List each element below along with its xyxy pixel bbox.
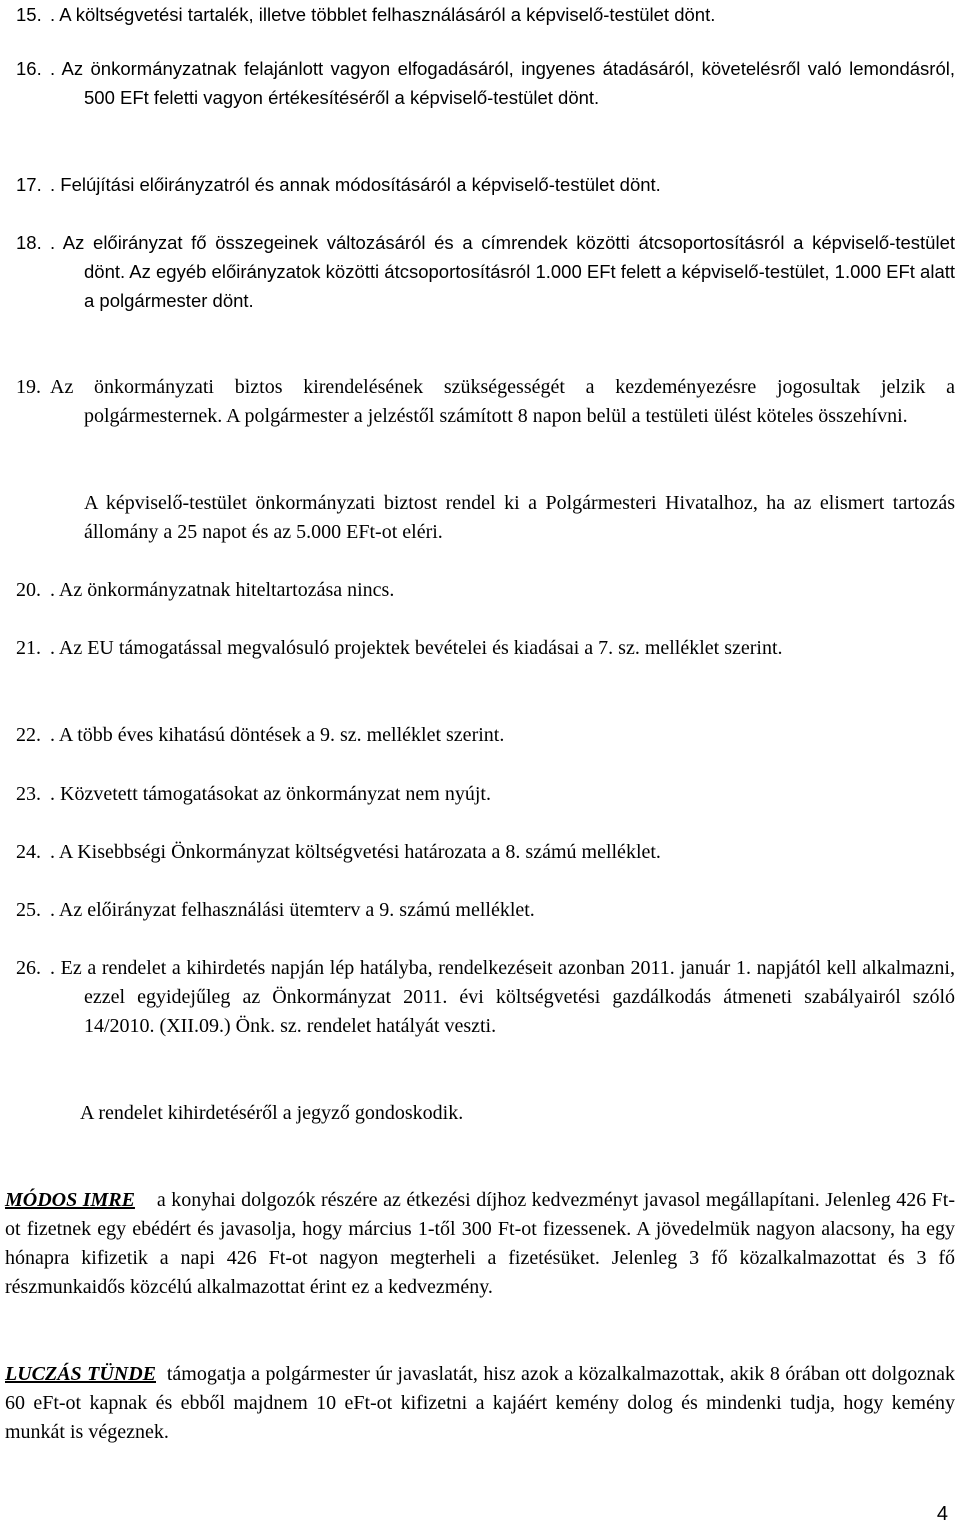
item-number: 16. <box>16 58 42 79</box>
item-text: . Az előirányzat felhasználási ütemterv a 9. számú melléklet. <box>50 899 535 921</box>
announcement-text: A rendelet kihirdetéséről a jegyző gondoskodik. <box>80 1102 464 1124</box>
paragraph <box>84 489 955 547</box>
list-item <box>16 0 955 29</box>
item-text: . Az önkormányzatnak hiteltartozása nincs. <box>50 579 395 601</box>
item-number: 22. <box>16 724 41 746</box>
item-number: 18. <box>16 232 42 253</box>
item-text: . Felújítási előirányzatról és annak módosításáról a képviselő-testület dönt. <box>50 174 661 195</box>
speech-text: támogatja a polgármester úr javaslatát, hisz azok a közalkalmazottak, akik 8 órában ott dolgoznak 60 eFt-ot kapnak és ebből majdnem 10 eFt-ot kifizetni a kajáért kemény dolog és mindenki tudja, hogy kemény munkát is végeznek. <box>5 1363 955 1443</box>
item-number: 21. <box>16 637 41 659</box>
list-item <box>16 780 955 809</box>
page-number: 4 <box>936 1503 948 1525</box>
item-text: Az önkormányzati biztos kirendelésének szükségességét a kezdeményezésre jogosultak jelzik a polgármesternek. A polgármester a jelzéstől számított 8 napon belül a testületi ülést köteles összehívni. <box>50 376 955 427</box>
speech-paragraph <box>5 1360 955 1447</box>
item-number: 26. <box>16 957 41 979</box>
list-item <box>16 170 955 199</box>
speaker-name: MÓDOS IMRE <box>5 1189 135 1211</box>
item-number: 15. <box>16 4 42 25</box>
item-number: 24. <box>16 841 41 863</box>
item-text: . A Kisebbségi Önkormányzat költségvetési határozata a 8. számú melléklet. <box>50 841 661 863</box>
item-text: . Az előirányzat fő összegeinek változásáról és a címrendek közötti átcsoportosításról a képviselő-testület dönt. Az egyéb előirányzatok közötti átcsoportosításról 1.000 EFt felett a képviselő-testület, 1.000 EFt alatt a polgármester dönt. <box>50 232 956 311</box>
speech-text: a konyhai dolgozók részére az étkezési díjhoz kedvezményt javasol megállapítani. Jelenleg 426 Ft-ot fizetnek egy ebédért és javasolja, hogy március 1-től 300 Ft-ot fizessenek. A jövedelmük nagyon alacsony, ha egy hónapra kifizetik a napi 426 Ft-ot nagyon megterheli a fizetésüket. Jelenleg 3 fő közalkalmazottat és 3 fő részmunkaidős közcélú alkalmazottat érint ez a kedvezmény. <box>5 1189 956 1298</box>
list-item <box>16 576 955 605</box>
item-number: 19. <box>16 376 41 398</box>
speech-paragraph <box>5 1186 955 1302</box>
list-item <box>16 634 955 663</box>
paragraph-text: A képviselő-testület önkormányzati biztost rendel ki a Polgármesteri Hivatalhoz, ha az elismert tartozás állomány a 25 napot és az 5.000 EFt-ot eléri. <box>84 492 955 543</box>
item-number: 17. <box>16 174 42 195</box>
item-number: 20. <box>16 579 41 601</box>
announcement <box>80 1099 950 1128</box>
item-text: . Közvetett támogatásokat az önkormányzat nem nyújt. <box>50 783 491 805</box>
list-item <box>16 954 955 1041</box>
list-item <box>16 373 955 431</box>
list-item <box>16 54 955 112</box>
list-item <box>16 896 955 925</box>
list-item <box>16 721 955 750</box>
item-text: . Az EU támogatással megvalósuló projektek bevételei és kiadásai a 7. sz. melléklet szerint. <box>50 637 783 659</box>
item-text: . A költségvetési tartalék, illetve többlet felhasználásáról a képviselő-testület dönt. <box>50 4 716 25</box>
item-number: 23. <box>16 783 41 805</box>
list-item <box>16 228 956 315</box>
item-text: . Ez a rendelet a kihirdetés napján lép hatályba, rendelkezéseit azonban 2011. január 1. napjától kell alkalmazni, ezzel egyidejűleg az Önkormányzat 2011. évi költségvetési gazdálkodás átmeneti szabályairól szóló 14/2010. (XII.09.) Önk. sz. rendelet hatályát veszti. <box>50 957 955 1037</box>
item-text: . Az önkormányzatnak felajánlott vagyon elfogadásáról, ingyenes átadásáról, követelésről való lemondásról, 500 EFt feletti vagyon értékesítéséről a képviselő-testület dönt. <box>50 58 955 108</box>
item-text: . A több éves kihatású döntések a 9. sz. melléklet szerint. <box>50 724 505 746</box>
item-number: 25. <box>16 899 41 921</box>
speaker-name: LUCZÁS TÜNDE <box>5 1363 156 1385</box>
list-item <box>16 838 955 867</box>
